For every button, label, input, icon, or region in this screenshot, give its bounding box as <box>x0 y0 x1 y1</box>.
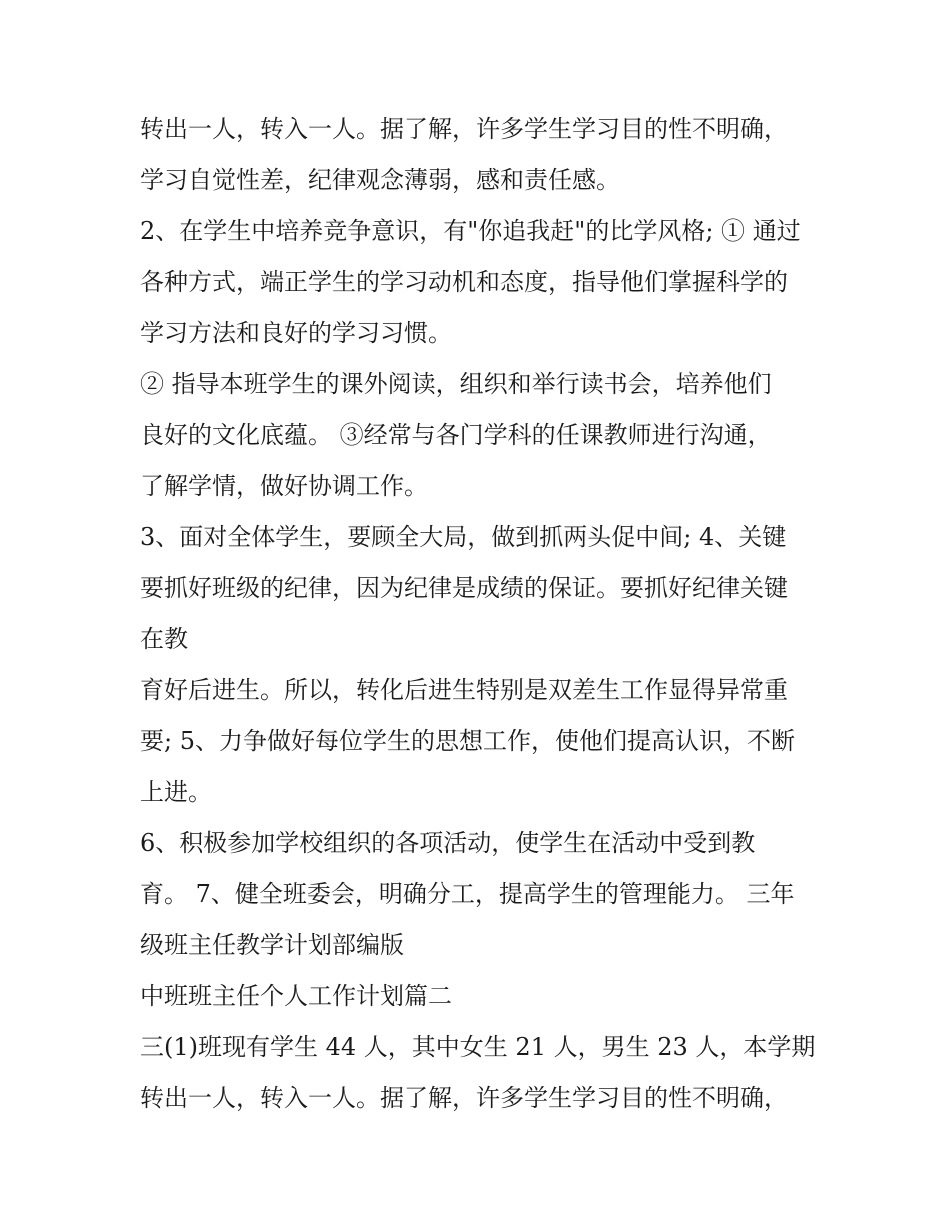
text-line: 育好后进生。所以，转化后进生特别是双差生工作显得异常重 <box>140 676 788 704</box>
text-line: 学习自觉性差，纪律观念薄弱，感和责任感。 <box>140 166 620 194</box>
text-line: 了解学情，做好协调工作。 <box>140 472 428 500</box>
text-line: 各种方式，端正学生的学习动机和态度，指导他们掌握科学的 <box>140 268 788 296</box>
text-line: 要; 5、力争做好每位学生的思想工作，使他们提高认识，不断 <box>140 727 795 755</box>
text-line: 良好的文化底蕴。 ③经常与各门学科的任课教师进行沟通， <box>140 421 772 449</box>
text-line: 转出一人，转入一人。据了解，许多学生学习目的性不明确， <box>140 115 788 143</box>
text-line: 2、在学生中培养竞争意识，有"你追我赶"的比学风格; ① 通过 <box>140 217 801 245</box>
text-line: 6、积极参加学校组织的各项活动，使学生在活动中受到教 <box>140 829 756 857</box>
text-line: 级班主任教学计划部编版 <box>140 931 404 959</box>
text-line: 育。 7、健全班委会，明确分工，提高学生的管理能力。 三年 <box>140 880 795 908</box>
text-line: 转出一人，转入一人。据了解，许多学生学习目的性不明确， <box>140 1084 788 1112</box>
text-line: 学习方法和良好的学习习惯。 <box>140 319 452 347</box>
text-line: ② 指导本班学生的课外阅读，组织和举行读书会，培养他们 <box>140 370 772 398</box>
section-heading: 中班班主任个人工作计划篇二 <box>140 982 452 1010</box>
text-line: 三(1)班现有学生 44 人，其中女生 21 人，男生 23 人，本学期 <box>140 1033 816 1061</box>
text-line: 上进。 <box>140 778 212 806</box>
text-line: 要抓好班级的纪律，因为纪律是成绩的保证。要抓好纪律关键 <box>140 574 788 602</box>
text-line: 在教 <box>140 625 188 653</box>
document-body <box>140 104 820 1124</box>
text-line: 3、面对全体学生，要顾全大局，做到抓两头促中间; 4、关键 <box>140 523 787 551</box>
